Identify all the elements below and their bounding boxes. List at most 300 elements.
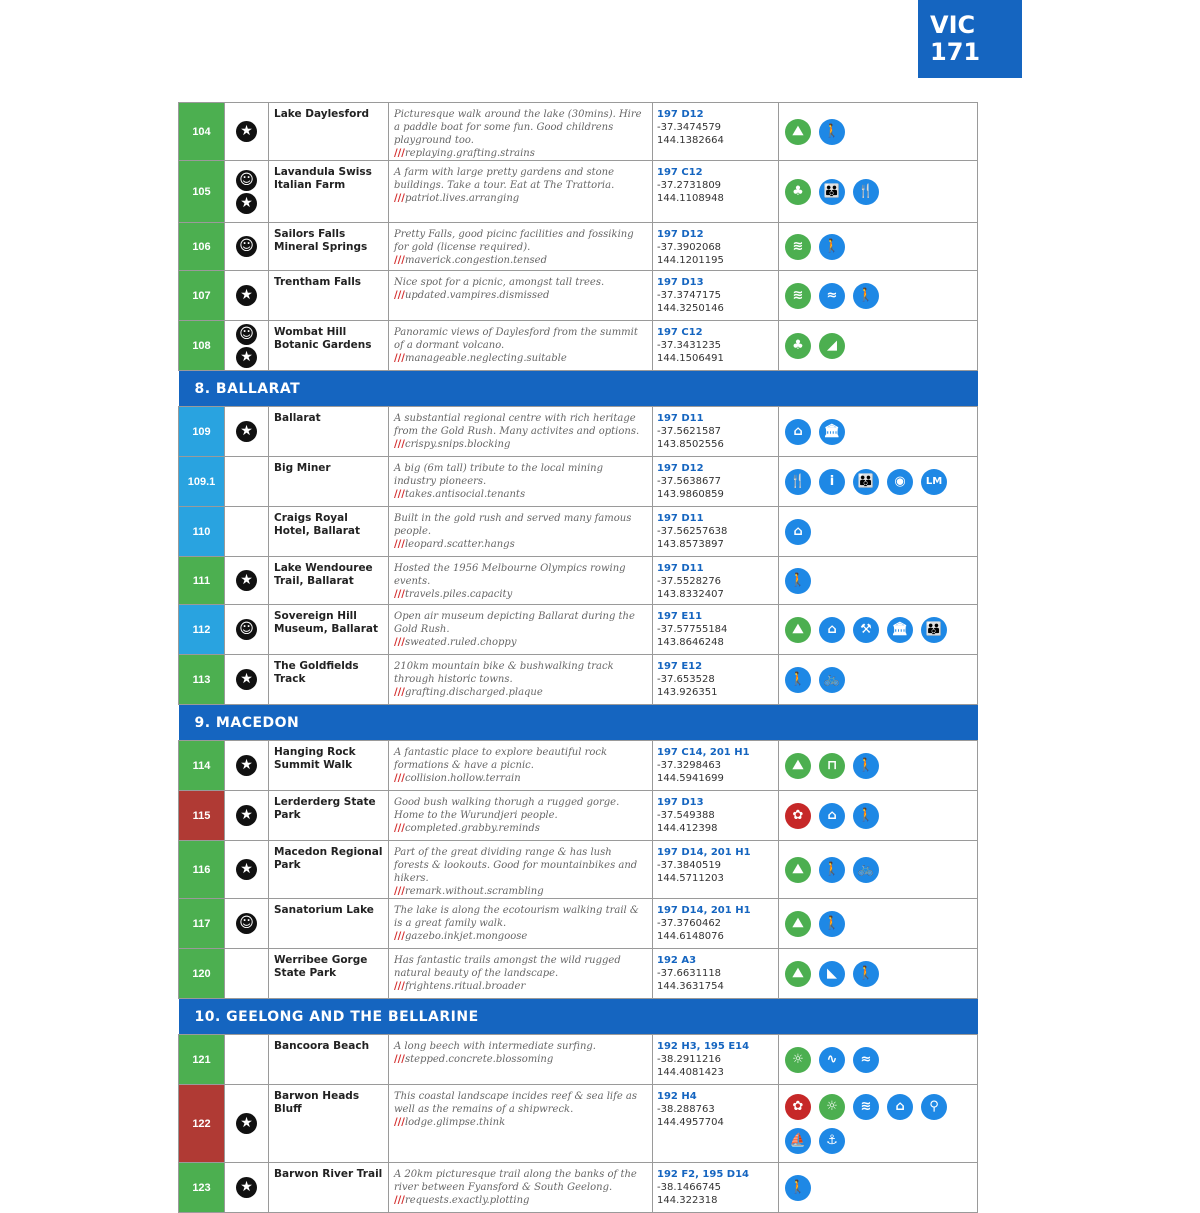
table-row xyxy=(179,605,978,655)
what3words-address xyxy=(394,352,648,365)
rating-cell xyxy=(225,605,269,655)
beach-icon: ☼ xyxy=(785,1047,811,1073)
table-row xyxy=(179,841,978,899)
facilities-cell xyxy=(779,1163,978,1213)
what3words-icon: /// xyxy=(394,931,405,942)
cycling-icon: 🚲 xyxy=(853,857,879,883)
what3words-icon: /// xyxy=(394,148,405,159)
what3words-words: remark.without.scrambling xyxy=(404,886,544,897)
national-park-icon: ✿ xyxy=(785,1094,811,1120)
camera-icon: ◉ xyxy=(887,469,913,495)
table-row xyxy=(179,161,978,223)
location-cell xyxy=(653,655,779,705)
mountain-icon: ⛰ xyxy=(785,119,811,145)
entry-number: 107 xyxy=(179,271,225,321)
latitude: -38.1466745 xyxy=(657,1182,722,1193)
information-icon: i xyxy=(819,469,845,495)
what3words-icon: /// xyxy=(394,539,405,550)
rating-cell xyxy=(225,899,269,949)
map-grid-ref: 192 H3, 195 E14 xyxy=(657,1041,750,1052)
attraction-name: Barwon Heads Bluff xyxy=(269,1085,389,1163)
anchor-icon: ⚓ xyxy=(819,1128,845,1154)
location-cell xyxy=(653,557,779,605)
location-cell xyxy=(653,271,779,321)
facilities-cell xyxy=(779,1085,978,1163)
museum-icon: 🏛 xyxy=(819,419,845,445)
description-text: This coastal landscape incides reef & sea life as well as the remains of a shipwreck. xyxy=(394,1091,638,1115)
walking-icon: 🚶 xyxy=(853,961,879,987)
rating-cell xyxy=(225,507,269,557)
what3words-address xyxy=(394,1053,648,1066)
attraction-name: Werribee Gorge State Park xyxy=(269,949,389,999)
location-cell xyxy=(653,949,779,999)
map-grid-ref: 197 D12 xyxy=(657,229,704,240)
swimming-icon: ≈ xyxy=(853,1047,879,1073)
description-text: A substantial regional centre with rich heritage from the Gold Rush. Many activites and options. xyxy=(394,413,640,437)
mountain-icon: ⛰ xyxy=(785,911,811,937)
attraction-name: Sovereign Hill Museum, Ballarat xyxy=(269,605,389,655)
table-row xyxy=(179,1035,978,1085)
location-cell xyxy=(653,741,779,791)
what3words-icon: /// xyxy=(394,981,405,992)
mountain-icon: ⛰ xyxy=(785,617,811,643)
section-header xyxy=(179,371,978,407)
walking-icon: 🚶 xyxy=(785,568,811,594)
description-text: Has fantastic trails amongst the wild rugged natural beauty of the landscape. xyxy=(394,955,621,979)
facilities-cell xyxy=(779,655,978,705)
entry-number: 109.1 xyxy=(179,457,225,507)
cycling-icon: 🚲 xyxy=(819,667,845,693)
smiley-icon: ☺ xyxy=(236,619,257,640)
description-text: Nice spot for a picnic, amongst tall trees. xyxy=(394,277,605,288)
what3words-address xyxy=(394,822,648,835)
description-cell xyxy=(389,899,653,949)
longitude: 144.5711203 xyxy=(657,873,724,884)
walking-icon: 🚶 xyxy=(819,234,845,260)
snorkelling-icon: ≋ xyxy=(853,1094,879,1120)
entry-number: 106 xyxy=(179,223,225,271)
star-icon: ★ xyxy=(236,421,257,442)
description-cell xyxy=(389,223,653,271)
landmark-icon: LM xyxy=(921,469,947,495)
entry-number: 110 xyxy=(179,507,225,557)
star-icon: ★ xyxy=(236,193,257,214)
entry-number: 122 xyxy=(179,1085,225,1163)
longitude: 144.1506491 xyxy=(657,353,724,364)
entry-number: 109 xyxy=(179,407,225,457)
swimming-icon: ≈ xyxy=(819,283,845,309)
description-cell xyxy=(389,103,653,161)
latitude: -37.3747175 xyxy=(657,290,722,301)
entry-number: 111 xyxy=(179,557,225,605)
table-row xyxy=(179,1085,978,1163)
rating-cell xyxy=(225,791,269,841)
description-cell xyxy=(389,507,653,557)
what3words-words: manageable.neglecting.suitable xyxy=(404,353,567,364)
rating-cell xyxy=(225,271,269,321)
what3words-words: patriot.lives.arranging xyxy=(404,193,520,204)
description-text: Picturesque walk around the lake (30mins). Hire a paddle boat for some fun. Good childrens playground too. xyxy=(394,109,642,146)
surfing-icon: ∿ xyxy=(819,1047,845,1073)
entry-number: 108 xyxy=(179,321,225,371)
description-text: Built in the gold rush and served many famous people. xyxy=(394,513,632,537)
longitude: 144.1382664 xyxy=(657,135,724,146)
rating-cell xyxy=(225,321,269,371)
location-cell xyxy=(653,1035,779,1085)
star-icon: ★ xyxy=(236,755,257,776)
description-text: A big (6m tall) tribute to the local mining industry pioneers. xyxy=(394,463,604,487)
attraction-name: Trentham Falls xyxy=(269,271,389,321)
what3words-words: updated.vampires.dismissed xyxy=(404,290,550,301)
heritage-icon: ⌂ xyxy=(819,803,845,829)
description-text: Panoramic views of Daylesford from the summit of a dormant volcano. xyxy=(394,327,638,351)
map-grid-ref: 192 H4 xyxy=(657,1091,697,1102)
map-grid-ref: 197 D12 xyxy=(657,109,704,120)
what3words-words: maverick.congestion.tensed xyxy=(404,255,547,266)
description-text: A 20km picturesque trail along the banks of the river between Fyansford & South Geelong. xyxy=(394,1169,637,1193)
facilities-cell xyxy=(779,103,978,161)
entry-number: 113 xyxy=(179,655,225,705)
what3words-words: crispy.snips.blocking xyxy=(404,439,511,450)
facilities-cell xyxy=(779,741,978,791)
longitude: 144.4081423 xyxy=(657,1067,724,1078)
rating-cell xyxy=(225,655,269,705)
entry-number: 117 xyxy=(179,899,225,949)
what3words-words: leopard.scatter.hangs xyxy=(404,539,515,550)
longitude: 143.8573897 xyxy=(657,539,724,550)
star-icon: ★ xyxy=(236,805,257,826)
what3words-words: collision.hollow.terrain xyxy=(404,773,521,784)
walking-icon: 🚶 xyxy=(819,911,845,937)
what3words-address xyxy=(394,686,648,699)
section-header xyxy=(179,999,978,1035)
latitude: -37.56257638 xyxy=(657,526,728,537)
rating-cell xyxy=(225,1035,269,1085)
walking-icon: 🚶 xyxy=(853,753,879,779)
longitude: 143.8332407 xyxy=(657,589,724,600)
longitude: 144.1201195 xyxy=(657,255,724,266)
attraction-name: Lake Wendouree Trail, Ballarat xyxy=(269,557,389,605)
lookout-icon: ◢ xyxy=(819,333,845,359)
mountain-icon: ⛰ xyxy=(785,961,811,987)
star-icon: ★ xyxy=(236,669,257,690)
location-cell xyxy=(653,841,779,899)
rating-cell xyxy=(225,1085,269,1163)
star-icon: ★ xyxy=(236,1113,257,1134)
entry-number: 121 xyxy=(179,1035,225,1085)
longitude: 143.8502556 xyxy=(657,439,724,450)
facilities-cell xyxy=(779,321,978,371)
entry-number: 114 xyxy=(179,741,225,791)
entry-number: 120 xyxy=(179,949,225,999)
attraction-name: Hanging Rock Summit Walk xyxy=(269,741,389,791)
rating-cell xyxy=(225,161,269,223)
what3words-icon: /// xyxy=(394,1195,405,1206)
what3words-icon: /// xyxy=(394,255,405,266)
map-grid-ref: 192 F2, 195 D14 xyxy=(657,1169,749,1180)
latitude: -37.653528 xyxy=(657,674,715,685)
latitude: -37.549388 xyxy=(657,810,715,821)
what3words-icon: /// xyxy=(394,823,405,834)
what3words-address xyxy=(394,254,648,267)
what3words-address xyxy=(394,980,648,993)
latitude: -37.3760462 xyxy=(657,918,722,929)
heritage-icon: ⌂ xyxy=(785,419,811,445)
facilities-cell xyxy=(779,949,978,999)
toilets-icon: 👪 xyxy=(921,617,947,643)
description-text: Part of the great dividing range & has lush forests & lookouts. Good for mountainbikes and hikers. xyxy=(394,847,638,884)
facilities-cell xyxy=(779,223,978,271)
description-text: 210km mountain bike & bushwalking track through historic towns. xyxy=(394,661,614,685)
attraction-name: Sailors Falls Mineral Springs xyxy=(269,223,389,271)
what3words-address xyxy=(394,588,648,601)
what3words-icon: /// xyxy=(394,193,405,204)
what3words-address xyxy=(394,772,648,785)
table-row xyxy=(179,271,978,321)
what3words-icon: /// xyxy=(394,353,405,364)
latitude: -37.2731809 xyxy=(657,180,722,191)
latitude: -38.2911216 xyxy=(657,1054,722,1065)
description-text: A farm with large pretty gardens and stone buildings. Take a tour. Eat at The Trattoria. xyxy=(394,167,615,191)
attraction-name: Lake Daylesford xyxy=(269,103,389,161)
attraction-name: Bancoora Beach xyxy=(269,1035,389,1085)
what3words-icon: /// xyxy=(394,1117,405,1128)
location-cell xyxy=(653,407,779,457)
tree-icon: ♣ xyxy=(785,333,811,359)
location-cell xyxy=(653,899,779,949)
attraction-name: Sanatorium Lake xyxy=(269,899,389,949)
description-cell xyxy=(389,161,653,223)
table-row xyxy=(179,655,978,705)
star-icon: ★ xyxy=(236,570,257,591)
what3words-words: takes.antisocial.tenants xyxy=(404,489,526,500)
latitude: -38.288763 xyxy=(657,1104,715,1115)
latitude: -37.3298463 xyxy=(657,760,722,771)
smiley-icon: ☺ xyxy=(236,324,257,345)
attraction-name: Big Miner xyxy=(269,457,389,507)
star-icon: ★ xyxy=(236,859,257,880)
table-row xyxy=(179,741,978,791)
rating-cell xyxy=(225,557,269,605)
what3words-words: completed.grabby.reminds xyxy=(404,823,540,834)
section-title: 10. GEELONG AND THE BELLARINE xyxy=(179,999,978,1035)
what3words-words: grafting.discharged.plaque xyxy=(404,687,543,698)
mountain-icon: ⛰ xyxy=(785,857,811,883)
what3words-address xyxy=(394,538,648,551)
what3words-address xyxy=(394,930,648,943)
what3words-icon: /// xyxy=(394,290,405,301)
walking-icon: 🚶 xyxy=(785,1175,811,1201)
what3words-icon: /// xyxy=(394,489,405,500)
longitude: 144.322318 xyxy=(657,1195,718,1206)
description-text: Open air museum depicting Ballarat during the Gold Rush. xyxy=(394,611,635,635)
waterfall-icon: ≋ xyxy=(785,234,811,260)
facilities-cell xyxy=(779,407,978,457)
table-row xyxy=(179,1163,978,1213)
rating-cell xyxy=(225,841,269,899)
latitude: -37.5638677 xyxy=(657,476,722,487)
page-number: 171 xyxy=(930,38,981,66)
facilities-cell xyxy=(779,899,978,949)
what3words-address xyxy=(394,147,648,160)
picnic-icon: ⊓ xyxy=(819,753,845,779)
latitude: -37.5528276 xyxy=(657,576,722,587)
description-cell xyxy=(389,841,653,899)
rating-cell xyxy=(225,949,269,999)
longitude: 144.4957704 xyxy=(657,1117,724,1128)
longitude: 143.8646248 xyxy=(657,637,724,648)
longitude: 143.926351 xyxy=(657,687,718,698)
latitude: -37.6631118 xyxy=(657,968,722,979)
description-cell xyxy=(389,1163,653,1213)
attraction-name: The Goldfields Track xyxy=(269,655,389,705)
description-cell xyxy=(389,271,653,321)
what3words-words: gazebo.inkjet.mongoose xyxy=(404,931,528,942)
latitude: -37.3474579 xyxy=(657,122,722,133)
rating-cell xyxy=(225,223,269,271)
attraction-name: Ballarat xyxy=(269,407,389,457)
description-cell xyxy=(389,655,653,705)
what3words-icon: /// xyxy=(394,1054,405,1065)
heritage-icon: ⌂ xyxy=(785,519,811,545)
description-cell xyxy=(389,741,653,791)
rating-cell xyxy=(225,103,269,161)
map-grid-ref: 197 C12 xyxy=(657,327,703,338)
heritage-icon: ⌂ xyxy=(887,1094,913,1120)
walking-icon: 🚶 xyxy=(819,857,845,883)
rating-cell xyxy=(225,1163,269,1213)
latitude: -37.57755184 xyxy=(657,624,728,635)
table-row xyxy=(179,223,978,271)
latitude: -37.3902068 xyxy=(657,242,722,253)
what3words-words: requests.exactly.plotting xyxy=(404,1195,530,1206)
map-grid-ref: 197 E12 xyxy=(657,661,703,672)
facilities-cell xyxy=(779,1035,978,1085)
map-grid-ref: 197 D13 xyxy=(657,797,704,808)
location-cell xyxy=(653,161,779,223)
what3words-address xyxy=(394,885,648,898)
what3words-words: stepped.concrete.blossoming xyxy=(404,1054,554,1065)
attraction-name: Lavandula Swiss Italian Farm xyxy=(269,161,389,223)
description-cell xyxy=(389,1085,653,1163)
facilities-cell xyxy=(779,557,978,605)
facilities-cell xyxy=(779,507,978,557)
section-title: 9. MACEDON xyxy=(179,705,978,741)
smiley-icon: ☺ xyxy=(236,170,257,191)
entry-number: 112 xyxy=(179,605,225,655)
longitude: 143.9860859 xyxy=(657,489,724,500)
mining-icon: ⚒ xyxy=(853,617,879,643)
museum-icon: 🏛 xyxy=(887,617,913,643)
restaurant-icon: 🍴 xyxy=(853,179,879,205)
map-grid-ref: 197 C14, 201 H1 xyxy=(657,747,750,758)
what3words-address xyxy=(394,192,648,205)
paddleboard-icon: ⚲ xyxy=(921,1094,947,1120)
longitude: 144.3631754 xyxy=(657,981,724,992)
rating-cell xyxy=(225,457,269,507)
location-cell xyxy=(653,507,779,557)
description-cell xyxy=(389,605,653,655)
map-grid-ref: 197 C12 xyxy=(657,167,703,178)
longitude: 144.1108948 xyxy=(657,193,724,204)
walking-icon: 🚶 xyxy=(785,667,811,693)
what3words-icon: /// xyxy=(394,439,405,450)
description-cell xyxy=(389,457,653,507)
walking-icon: 🚶 xyxy=(853,803,879,829)
table-row xyxy=(179,791,978,841)
rating-cell xyxy=(225,407,269,457)
description-text: Pretty Falls, good picinc facilities and fossiking for gold (license required). xyxy=(394,229,634,253)
toilets-icon: 👪 xyxy=(853,469,879,495)
star-icon: ★ xyxy=(236,347,257,368)
table-row xyxy=(179,321,978,371)
description-text: A fantastic place to explore beautiful rock formations & have a picnic. xyxy=(394,747,608,771)
walking-icon: 🚶 xyxy=(853,283,879,309)
rating-cell xyxy=(225,741,269,791)
climbing-icon: ◣ xyxy=(819,961,845,987)
star-icon: ★ xyxy=(236,285,257,306)
location-cell xyxy=(653,321,779,371)
what3words-address xyxy=(394,636,648,649)
entry-number: 115 xyxy=(179,791,225,841)
what3words-address xyxy=(394,1194,648,1207)
table-row xyxy=(179,507,978,557)
latitude: -37.5621587 xyxy=(657,426,722,437)
attractions-table xyxy=(178,102,978,1213)
national-park-icon: ✿ xyxy=(785,803,811,829)
what3words-icon: /// xyxy=(394,589,405,600)
state-label: VIC xyxy=(930,11,976,39)
what3words-address xyxy=(394,488,648,501)
description-text: A long beech with intermediate surfing. xyxy=(394,1041,596,1052)
star-icon: ★ xyxy=(236,1177,257,1198)
facilities-cell xyxy=(779,605,978,655)
what3words-icon: /// xyxy=(394,637,405,648)
what3words-words: travels.piles.capacity xyxy=(404,589,513,600)
map-grid-ref: 192 A3 xyxy=(657,955,697,966)
what3words-address xyxy=(394,438,648,451)
longitude: 144.6148076 xyxy=(657,931,724,942)
map-grid-ref: 197 D11 xyxy=(657,413,704,424)
beach-icon: ☼ xyxy=(819,1094,845,1120)
facilities-cell xyxy=(779,161,978,223)
description-text: Hosted the 1956 Melbourne Olympics rowing events. xyxy=(394,563,626,587)
facilities-cell xyxy=(779,791,978,841)
map-grid-ref: 197 D14, 201 H1 xyxy=(657,847,751,858)
location-cell xyxy=(653,605,779,655)
longitude: 144.3250146 xyxy=(657,303,724,314)
table-row xyxy=(179,407,978,457)
entry-number: 105 xyxy=(179,161,225,223)
toilets-icon: 👪 xyxy=(819,179,845,205)
latitude: -37.3431235 xyxy=(657,340,722,351)
table-row xyxy=(179,557,978,605)
location-cell xyxy=(653,103,779,161)
map-grid-ref: 197 D13 xyxy=(657,277,704,288)
location-cell xyxy=(653,223,779,271)
what3words-icon: /// xyxy=(394,773,405,784)
attraction-name: Barwon River Trail xyxy=(269,1163,389,1213)
facilities-cell xyxy=(779,457,978,507)
attraction-name: Lerderderg State Park xyxy=(269,791,389,841)
description-text: Good bush walking thorugh a rugged gorge. Home to the Wurundjeri people. xyxy=(394,797,620,821)
what3words-icon: /// xyxy=(394,687,405,698)
facilities-cell xyxy=(779,841,978,899)
waterfall-icon: ≋ xyxy=(785,283,811,309)
table-row xyxy=(179,457,978,507)
what3words-words: replaying.grafting.strains xyxy=(404,148,535,159)
what3words-address xyxy=(394,1116,648,1129)
